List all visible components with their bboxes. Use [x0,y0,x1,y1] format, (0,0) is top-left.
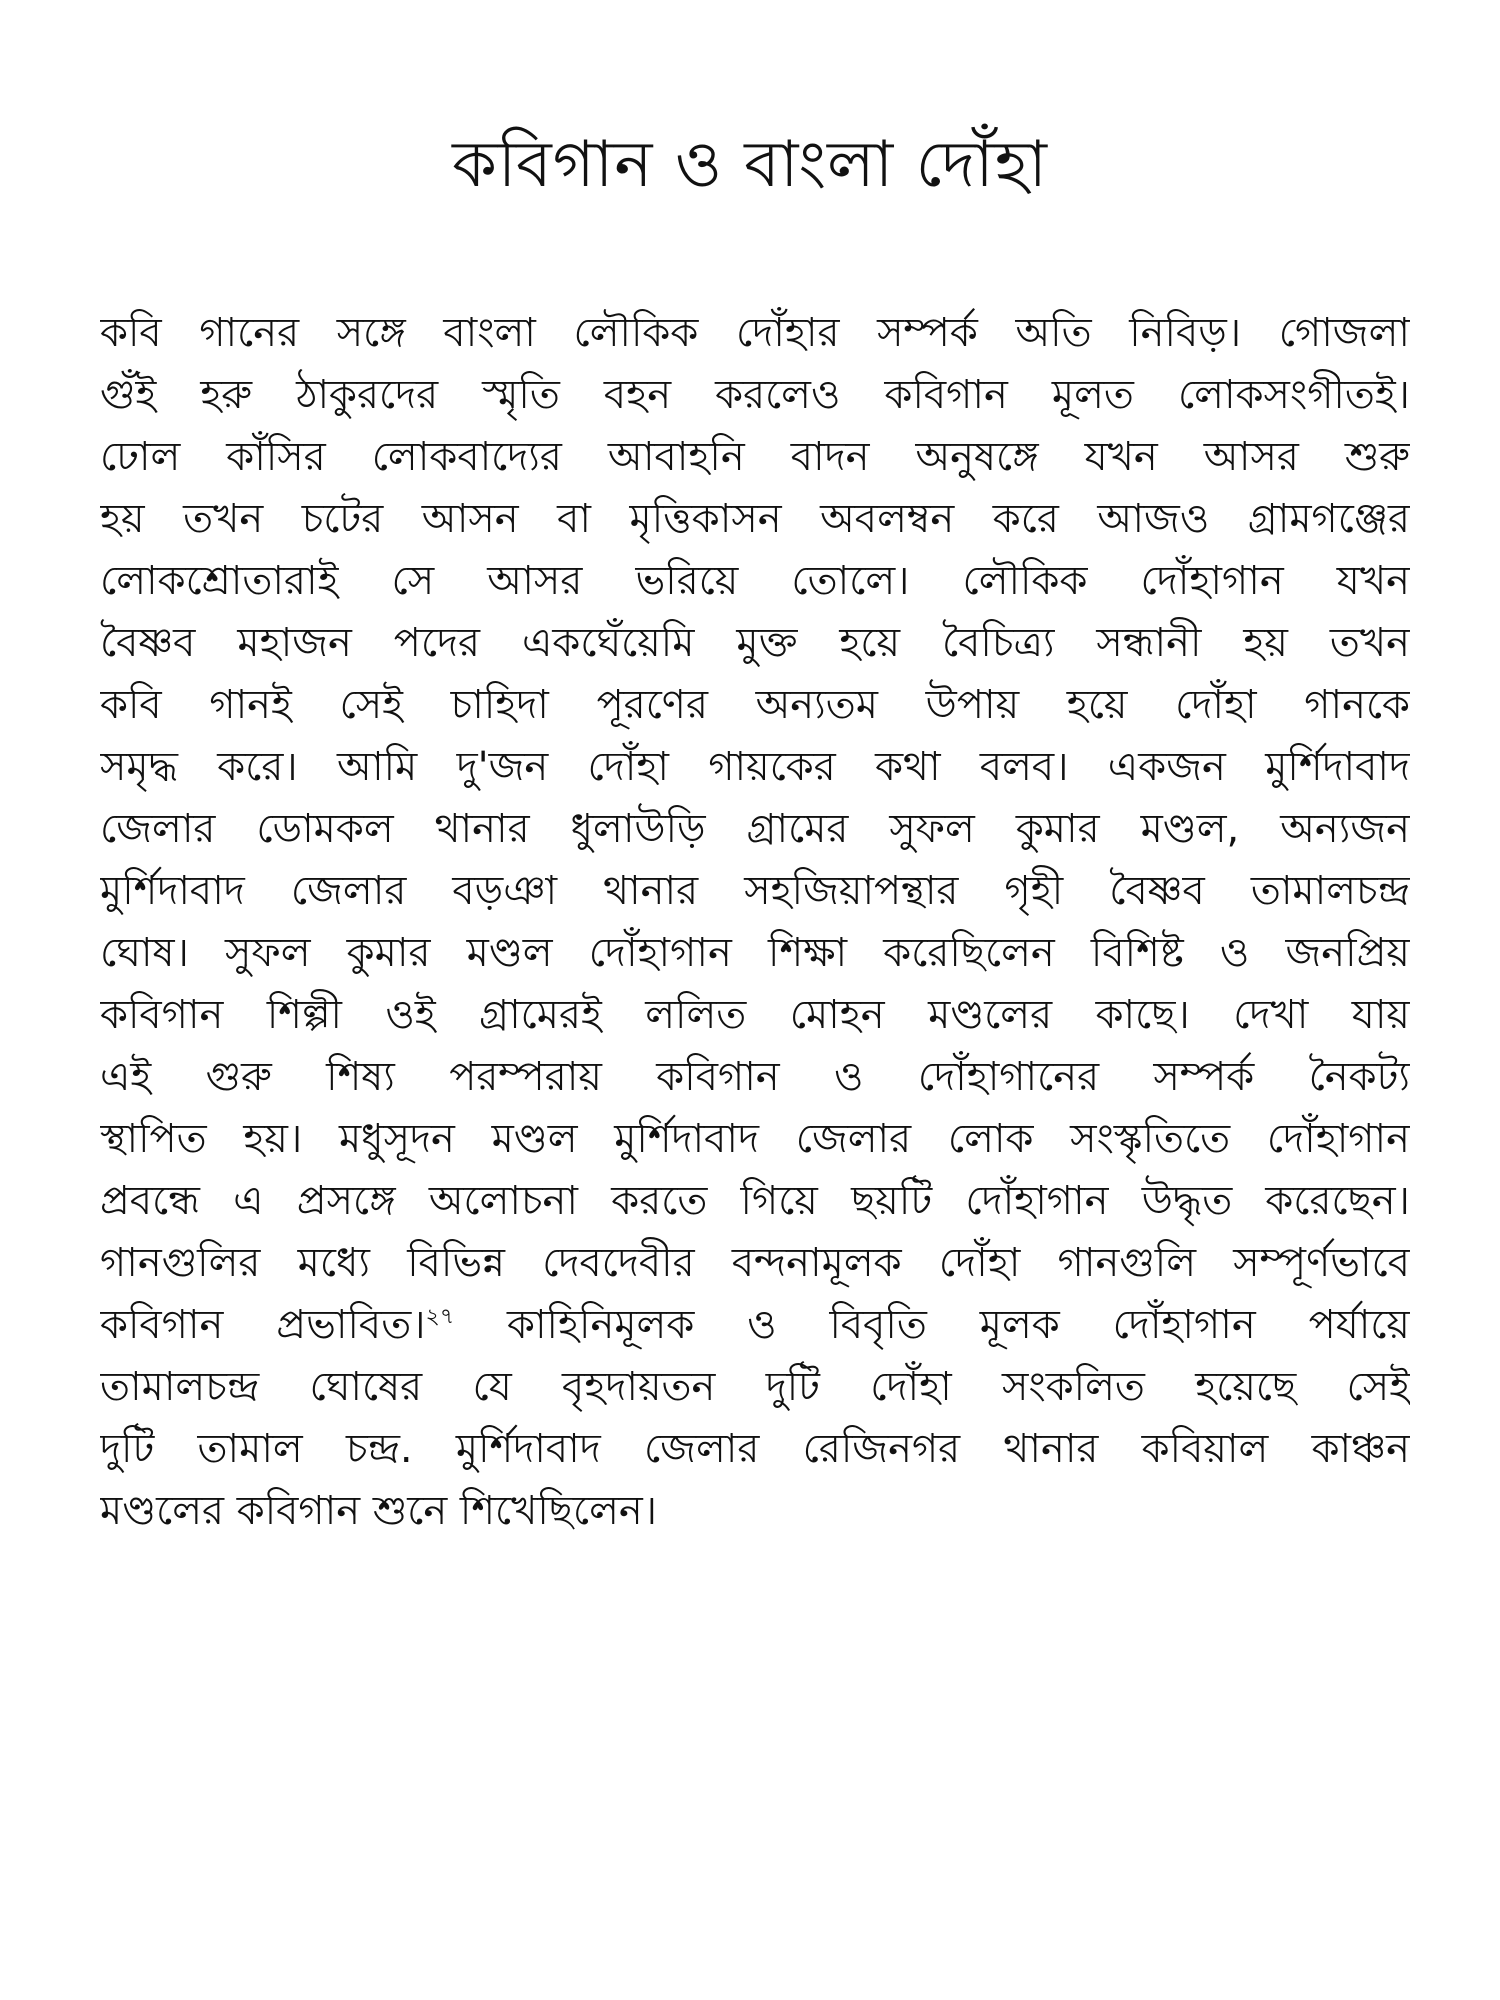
text-line-4: হয় তখন চটের আসন বা মৃত্তিকাসন অবলম্বন করে আজও গ্রামগঞ্জের [100,496,1410,542]
text-line-10: মুর্শিদাবাদ জেলার বড়ঞা থানার সহজিয়াপন্থার গৃহী বৈষ্ণব তামালচন্দ্র [100,868,1410,914]
body-paragraph [100,302,1410,1542]
text-line-16: গানগুলির মধ্যে বিভিন্ন দেবদেবীর বন্দনামূলক দোঁহা গানগুলি সম্পূর্ণভাবে [100,1240,1410,1286]
text-line-3: ঢোল কাঁসির লোকবাদ্যের আবাহনি বাদন অনুষঙ্গে যখন আসর শুরু [100,434,1410,480]
text-line-14: স্থাপিত হয়। মধুসূদন মণ্ডল মুর্শিদাবাদ জেলার লোক সংস্কৃতিতে দোঁহাগান [100,1116,1410,1162]
text-line-8: সমৃদ্ধ করে। আমি দু'জন দোঁহা গায়কের কথা বলব। একজন মুর্শিদাবাদ [100,744,1410,790]
text-line-17-end: কাহিনিমূলক ও বিবৃতি মূলক দোঁহাগান পর্যায়ে [454,1302,1410,1348]
text-line-5: লোকশ্রোতারাই সে আসর ভরিয়ে তোলে। লৌকিক দোঁহাগান যখন [100,558,1410,604]
text-line-2: গুঁই হরু ঠাকুরদের স্মৃতি বহন করলেও কবিগান মূলত লোকসংগীতই। [100,372,1410,418]
text-line-15: প্রবন্ধে এ প্রসঙ্গে অলোচনা করতে গিয়ে ছয়টি দোঁহাগান উদ্ধৃত করেছেন। [100,1178,1410,1224]
text-line-17 [100,1294,1410,1356]
text-line-11: ঘোষ। সুফল কুমার মণ্ডল দোঁহাগান শিক্ষা করেছিলেন বিশিষ্ট ও জনপ্রিয় [100,930,1410,976]
text-line-7: কবি গানই সেই চাহিদা পূরণের অন্যতম উপায় হয়ে দোঁহা গানকে [100,682,1410,728]
footnote-reference: ২৭ [425,1304,455,1330]
text-line-20: মণ্ডলের কবিগান শুনে শিখেছিলেন। [100,1488,658,1534]
text-line-17-start: কবিগান প্রভাবিত। [100,1302,426,1348]
text-line-12: কবিগান শিল্পী ওই গ্রামেরই ললিত মোহন মণ্ডলের কাছে। দেখা যায় [100,992,1410,1038]
text-line-13: এই গুরু শিষ্য পরম্পরায় কবিগান ও দোঁহাগানের সম্পর্ক নৈকট্য [100,1054,1410,1100]
text-line-19: দুটি তামাল চন্দ্র. মুর্শিদাবাদ জেলার রেজিনগর থানার কবিয়াল কাঞ্চন [100,1426,1410,1472]
text-line-18: তামালচন্দ্র ঘোষের যে বৃহদায়তন দুটি দোঁহা সংকলিত হয়েছে সেই [100,1364,1410,1410]
text-line-1: কবি গানের সঙ্গে বাংলা লৌকিক দোঁহার সম্পর্ক অতি নিবিড়। গোজলা [100,310,1410,356]
text-line-9: জেলার ডোমকল থানার ধুলাউড়ি গ্রামের সুফল কুমার মণ্ডল, অন্যজন [100,806,1410,852]
page-title: কবিগান ও বাংলা দোঁহা [452,128,1048,202]
text-line-6: বৈষ্ণব মহাজন পদের একঘেঁয়েমি মুক্ত হয়ে বৈচিত্র্য সন্ধানী হয় তখন [100,620,1410,666]
